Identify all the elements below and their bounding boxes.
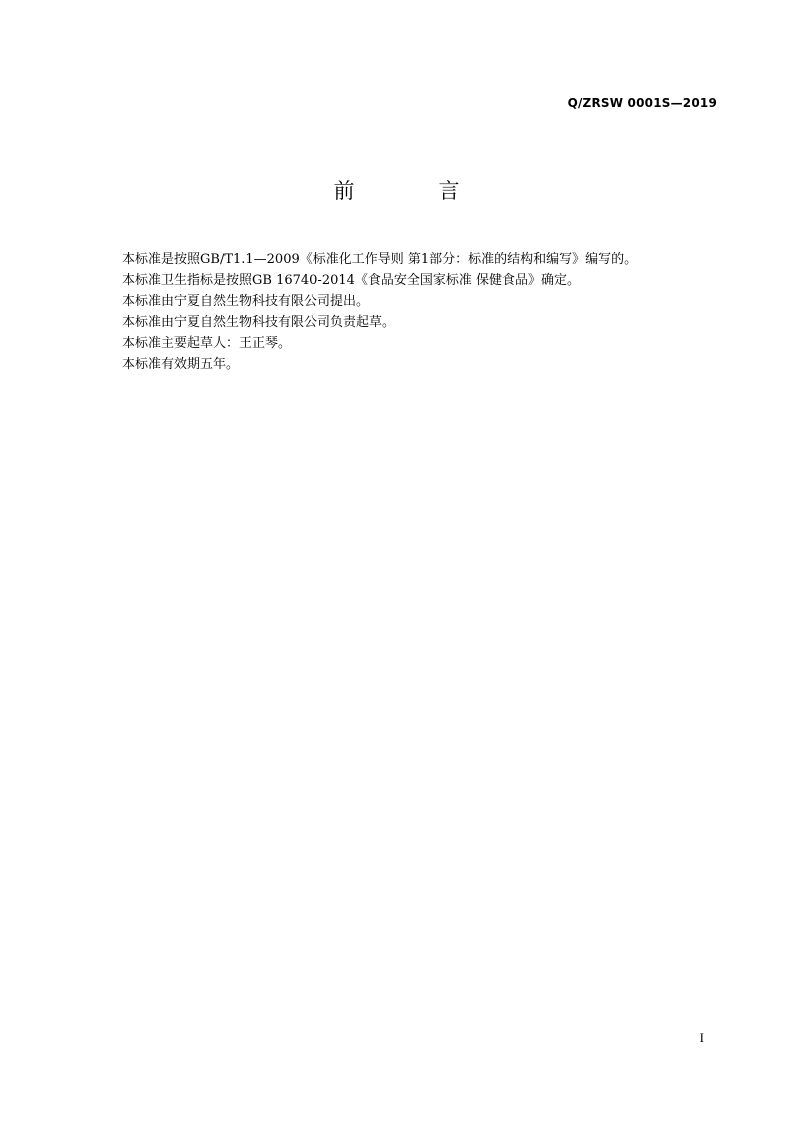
foreword-paragraph: 本标准是按照GB/T1.1—2009《标准化工作导则 第1部分：标准的结构和编写》编写的。 xyxy=(122,252,638,267)
page-title xyxy=(0,176,793,206)
foreword-paragraph: 本标准主要起草人：王正琴。 xyxy=(122,336,292,351)
title-char-2: 言 xyxy=(438,179,460,203)
document-code: Q/ZRSW 0001S—2019 xyxy=(567,96,717,110)
foreword-paragraph: 本标准由宁夏自然生物科技有限公司负责起草。 xyxy=(122,315,396,330)
page-number: I xyxy=(699,1030,704,1045)
foreword-body xyxy=(122,249,722,375)
foreword-paragraph: 本标准由宁夏自然生物科技有限公司提出。 xyxy=(122,294,370,309)
title-char-1: 前 xyxy=(333,179,355,203)
foreword-paragraph: 本标准卫生指标是按照GB 16740-2014《食品安全国家标准 保健食品》确定。 xyxy=(122,273,581,288)
foreword-paragraph: 本标准有效期五年。 xyxy=(122,357,240,372)
